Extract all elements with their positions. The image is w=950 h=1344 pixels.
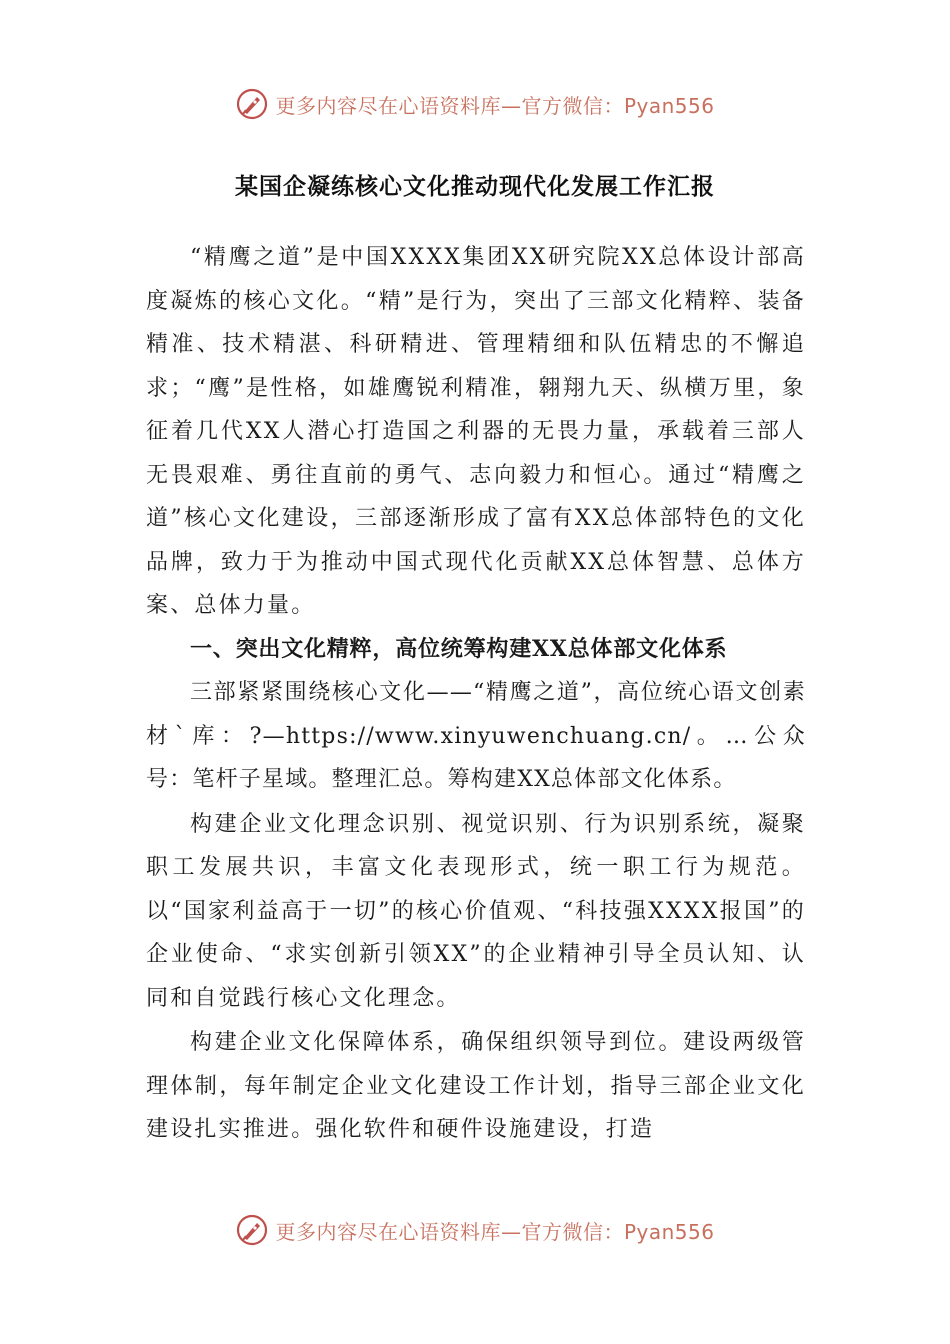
document-title: 某国企凝练核心文化推动现代化发展工作汇报 xyxy=(235,173,715,200)
intro-paragraph: “精鹰之道”是中国XXXX集团XX研究院XX总体设计部高度凝炼的核心文化。“精”是行为，突出了三部文化精粹、装备精准、技术精湛、科研精进、管理精细和队伍精忠的不懈追求；“鹰”是性格，如雄鹰锐利精准，翱翔九天、纵横万里，象征着几代XX人潜心打造国之利器的无畏力量，承载着三部人无畏艰难、勇往直前的勇气、志向毅力和恒心。通过“精鹰之道”核心文化建设，三部逐渐形成了富有XX总体部特色的文化品牌，致力于为推动中国式现代化贡献XX总体智慧、总体方案、总体力量。 xyxy=(146,245,806,618)
section-heading-1: 一、突出文化精粹，高位统筹构建XX总体部文化体系 xyxy=(190,635,728,662)
header-watermark xyxy=(0,82,950,126)
pen-nib-logo-icon xyxy=(235,87,269,121)
watermark-text: 更多内容尽在心语资料库—官方微信：Pyan556 xyxy=(275,1219,715,1244)
paragraph-4: 构建企业文化保障体系，确保组织领导到位。建设两级管理体制，每年制定企业文化建设工作计划，指导三部企业文化建设扎实推进。强化软件和硬件设施建设，打造 xyxy=(146,1030,806,1142)
watermark-text: 更多内容尽在心语资料库—官方微信：Pyan556 xyxy=(275,93,715,118)
paragraph-3: 构建企业文化理念识别、视觉识别、行为识别系统，凝聚职工发展共识，丰富文化表现形式，统一职工行为规范。以“国家利益高于一切”的核心价值观、“科技强XXXX报国”的企业使命、“求实创新引领XX”的企业精神引导全员认知、认同和自觉践行核心文化理念。 xyxy=(146,811,806,1011)
paragraph-2: 三部紧紧围绕核心文化——“精鹰之道”，高位统心语文创素材`库：?—https://www.xinyuwenchuang.cn/。…公众号：笔杆子星域。整理汇总。筹构建XX总体部文化体系。 xyxy=(146,680,806,792)
pen-nib-logo-icon xyxy=(235,1213,269,1247)
document-body xyxy=(146,236,806,1152)
footer-watermark xyxy=(0,1208,950,1252)
